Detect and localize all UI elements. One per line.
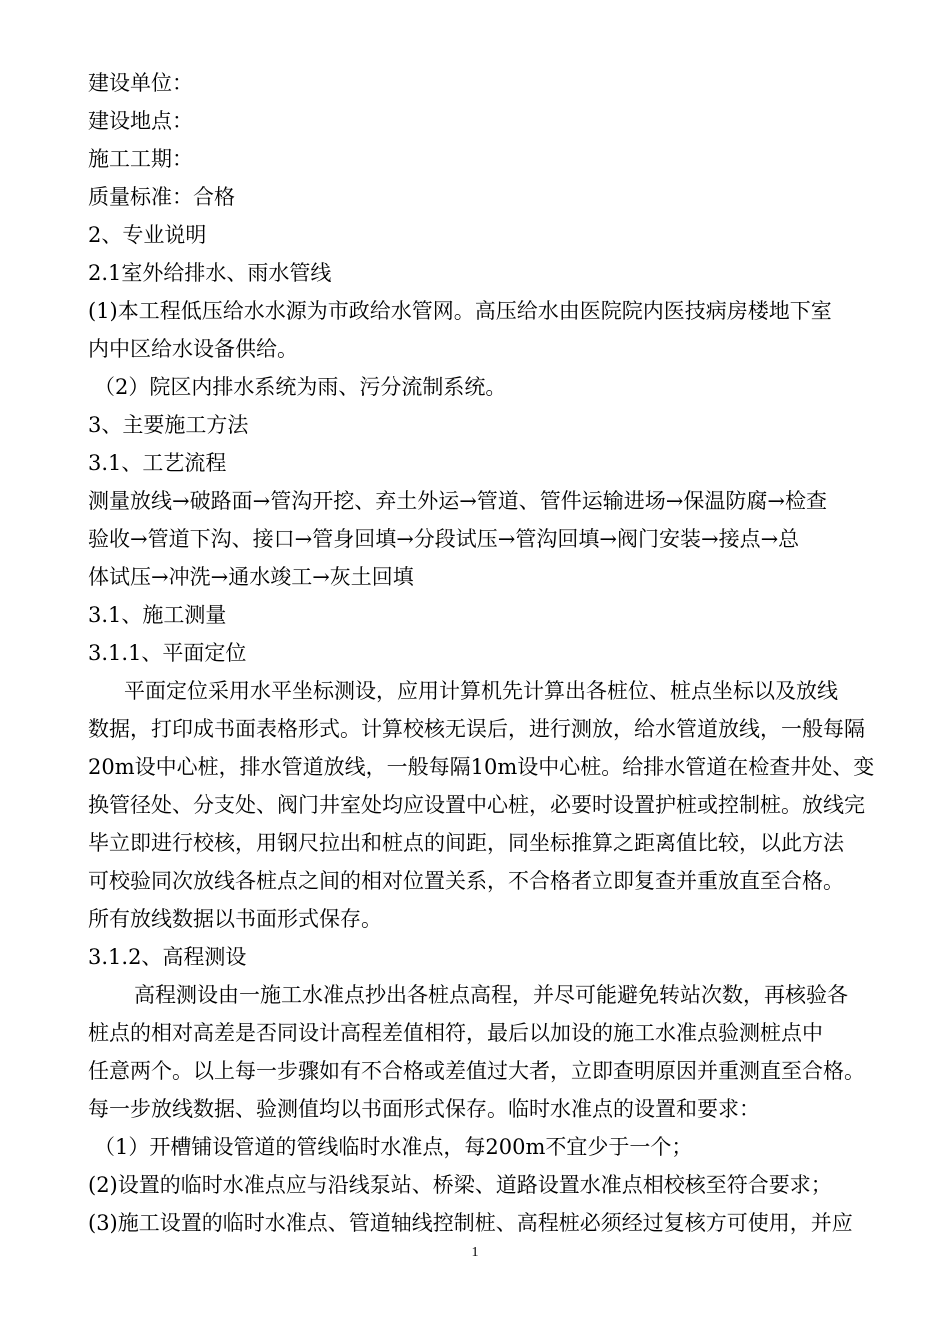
text-line: (1)本工程低压给水水源为市政给水管网。高压给水由医院院内医技病房楼地下室 xyxy=(88,299,832,323)
subsection-heading: 3.1.2、高程测设 xyxy=(88,945,247,969)
subsection-heading: 3.1、工艺流程 xyxy=(88,451,227,475)
text-line: （2）院区内排水系统为雨、污分流制系统。 xyxy=(94,375,507,399)
text-line: 任意两个。以上每一步骤如有不合格或差值过大者，立即查明原因并重测直至合格。 xyxy=(88,1059,865,1083)
subsection-heading: 3.1、施工测量 xyxy=(88,603,227,627)
text-line: 每一步放线数据、验测值均以书面形式保存。临时水准点的设置和要求： xyxy=(88,1097,760,1121)
section-heading: 3、主要施工方法 xyxy=(88,413,249,437)
text-line: 体试压→冲洗→通水竣工→灰土回填 xyxy=(88,565,414,589)
section-heading: 2、专业说明 xyxy=(88,223,207,247)
text-line: 验收→管道下沟、接口→管身回填→分段试压→管沟回填→阀门安装→接点→总 xyxy=(88,527,800,551)
document-body xyxy=(88,64,898,1242)
text-line: 建设地点： xyxy=(88,109,193,133)
text-line: 施工工期： xyxy=(88,147,193,171)
text-line: 建设单位： xyxy=(88,71,193,95)
subsection-heading: 2.1室外给排水、雨水管线 xyxy=(88,261,332,285)
text-line: (2)设置的临时水准点应与沿线泵站、桥梁、道路设置水准点相校核至符合要求； xyxy=(88,1173,832,1197)
text-line: (3)施工设置的临时水准点、管道轴线控制桩、高程桩必须经过复核方可使用，并应 xyxy=(88,1211,853,1235)
text-line: 桩点的相对高差是否同设计高程差值相符，最后以加设的施工水准点验测桩点中 xyxy=(88,1021,823,1045)
text-line: 数据，打印成书面表格形式。计算校核无误后，进行测放，给水管道放线，一般每隔 xyxy=(88,717,865,741)
text-line: 内中区给水设备供给。 xyxy=(88,337,298,361)
text-line: （1）开槽铺设管道的管线临时水准点，每200m不宜少于一个； xyxy=(94,1135,693,1159)
text-line: 毕立即进行校核，用钢尺拉出和桩点的间距，同坐标推算之距离值比较，以此方法 xyxy=(88,831,844,855)
text-line: 可校验同次放线各桩点之间的相对位置关系，不合格者立即复查并重放直至合格。 xyxy=(88,869,844,893)
subsection-heading: 3.1.1、平面定位 xyxy=(88,641,247,665)
text-line: 所有放线数据以书面形式保存。 xyxy=(88,907,382,931)
text-line: 平面定位采用水平坐标测设，应用计算机先计算出各桩位、桩点坐标以及放线 xyxy=(124,679,838,703)
text-line: 高程测设由一施工水准点抄出各桩点高程，并尽可能避免转站次数，再核验各 xyxy=(134,983,848,1007)
page-number: 1 xyxy=(471,1245,479,1260)
text-line: 换管径处、分支处、阀门井室处均应设置中心桩，必要时设置护桩或控制桩。放线完 xyxy=(88,793,865,817)
text-line: 质量标准：合格 xyxy=(88,185,235,209)
text-line: 测量放线→破路面→管沟开挖、弃土外运→管道、管件运输进场→保温防腐→检查 xyxy=(88,489,827,513)
text-line: 20m设中心桩，排水管道放线，一般每隔10m设中心桩。给排水管道在检查井处、变 xyxy=(88,755,875,779)
